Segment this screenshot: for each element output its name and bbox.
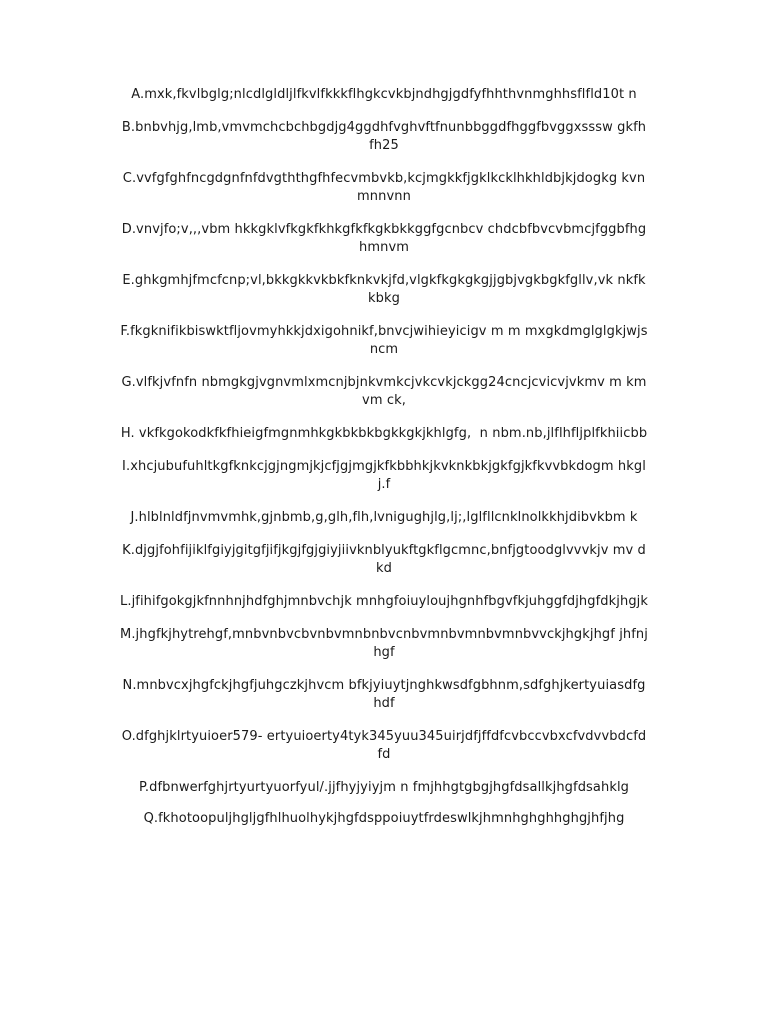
entry-c: C.vvfgfghfncgdgnfnfdvgththgfhfecvmbvkb,kcjmgkkfjgklkcklhkhldbjkjdogkg kvnmnnvnn bbox=[122, 171, 646, 204]
entry-q: Q.fkhotoopuljhgljgfhlhuolhykjhgfdsppoiuytfrdeswlkjhmnhghghhghgjhfjhg bbox=[143, 811, 625, 826]
entry-g: G.vlfkjvfnfn nbmgkgjvgnvmlxmcnjbjnkvmkcjvkcvkjckgg24cncjcvicvjvkmv m kmvm ck, bbox=[121, 375, 647, 408]
entry-k: K.djgjfohfijiklfgiyjgitgfjifjkgjfgjgiyjiivknblyukftgkflgcmnc,bnfjgtoodglvvvkjv mv dkd bbox=[122, 543, 646, 576]
entry-a: A.mxk,fkvlbglg;nlcdlgldljlfkvlfkkkflhgkcvkbjndhgjgdfyfhhthvnmghhsflfld10t n bbox=[131, 87, 637, 102]
entry-d: D.vnvjfo;v,,,vbm hkkgklvfkgkfkhkgfkfkgkbkkggfgcnbcv chdcbfbvcvbmcjfggbfhghmnvm bbox=[121, 222, 647, 255]
entry-j: J.hlblnldfjnvmvmhk,gjnbmb,g,glh,flh,lvnigughjlg,lj;,lglfllcnklnolkkhjdibvkbm k bbox=[130, 510, 638, 525]
entry-e: E.ghkgmhjfmcfcnp;vl,bkkgkkvkbkfknkvkjfd,vlgkfkgkgkgjjgbjvgkbgkfgllv,vk nkfkkbkg bbox=[122, 273, 646, 306]
entry-m: M.jhgfkjhytrehgf,mnbvnbvcbvnbvmnbnbvcnbvmnbvmnbvmnbvvckjhgkjhgf jhfnjhgf bbox=[120, 627, 648, 660]
entry-list bbox=[0, 86, 768, 828]
entry-l: L.jfihifgokgjkfnnhnjhdfghjmnbvchjk mnhgfoiuyloujhgnhfbgvfkjuhggfdjhgfdkjhgjk bbox=[120, 594, 649, 609]
entry-n: N.mnbvcxjhgfckjhgfjuhgczkjhvcm bfkjyiuytjnghkwsdfgbhnm,sdfghjkertyuiasdfghdf bbox=[122, 678, 646, 711]
entry-b: B.bnbvhjg,lmb,vmvmchcbchbgdjg4ggdhfvghvftfnunbbggdfhggfbvggxsssw gkfhfh25 bbox=[121, 120, 647, 153]
entry-f: F.fkgknifikbiswktfljovmyhkkjdxigohnikf,bnvcjwihieyicigv m m mxgkdmglglgkjwjsncm bbox=[120, 324, 648, 357]
entry-o: O.dfghjklrtyuioer579- ertyuioerty4tyk345yuu345uirjdfjffdfcvbccvbxcfvdvvbdcfdfd bbox=[121, 729, 647, 762]
entry-h: H. vkfkgokodkfkfhieigfmgnmhkgkbkbkbgkkgkjkhlgfg, n nbm.nb,jlflhfljplfkhiicbb bbox=[120, 426, 648, 441]
entry-i: I.xhcjubufuhltkgfknkcjgjngmjkjcfjgjmgjkfkbbhkjkvknkbkjgkfgjkfkvvbkdogm hkglj.f bbox=[122, 459, 646, 492]
entry-p: P.dfbnwerfghjrtyurtyuorfyul/.jjfhyjyiyjm n fmjhhgtgbgjhgfdsallkjhgfdsahklg bbox=[138, 780, 630, 795]
